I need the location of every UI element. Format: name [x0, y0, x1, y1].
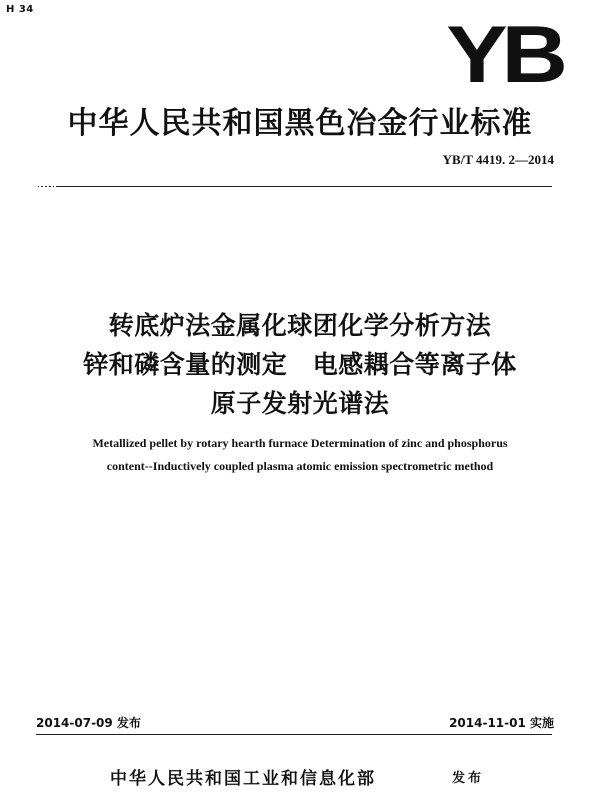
yb-logo: YB: [446, 9, 562, 100]
english-title-line-1: Metallized pellet by rotary hearth furnace Determination of zinc and phosphorus: [92, 436, 508, 450]
publish-label: 发布: [452, 771, 485, 786]
ics-code: H 34: [6, 4, 34, 15]
bottom-divider: [36, 734, 552, 735]
issue-date: 2014-07-09 发布: [36, 716, 141, 730]
standard-category-title: 中华人民共和国黑色冶金行业标准: [67, 106, 533, 141]
chinese-title-line-1: 转底炉法金属化球团化学分析方法: [108, 311, 492, 340]
english-title-line-2: content--Inductively coupled plasma atomic emission spectrometric method: [106, 459, 494, 473]
standard-number: YB/T 4419. 2—2014: [442, 152, 554, 167]
chinese-title-line-3: 原子发射光谱法: [210, 389, 390, 418]
implementation-date: 2014-11-01 实施: [449, 716, 554, 730]
chinese-title-line-2: 锌和磷含量的测定 电感耦合等离子体: [83, 350, 517, 379]
top-divider: [36, 186, 552, 187]
publisher-name: 中华人民共和国工业和信息化部: [110, 769, 376, 789]
